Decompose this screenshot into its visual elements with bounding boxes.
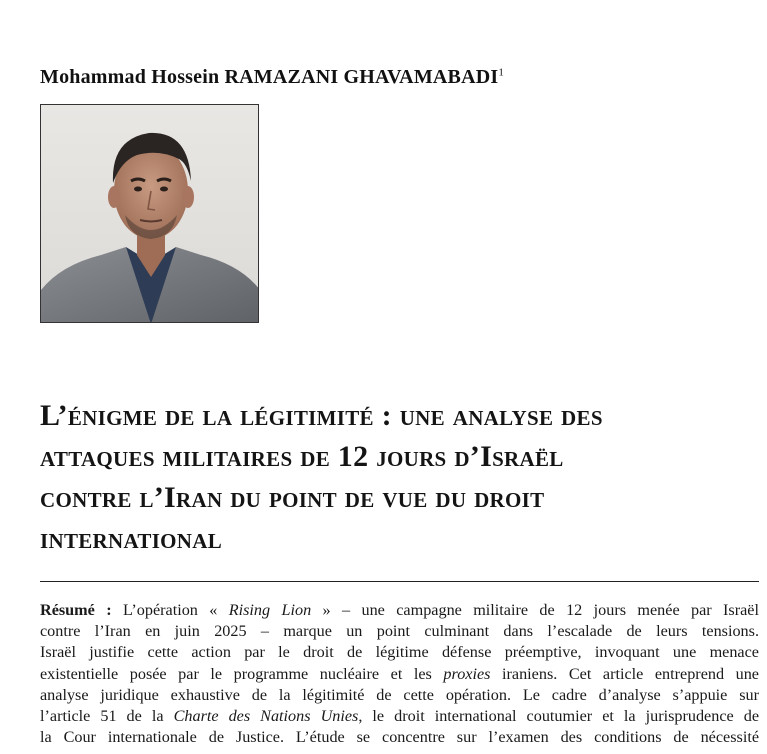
abstract-line: [40, 621, 759, 642]
abstract-italic-text: proxies: [443, 664, 491, 683]
abstract-text: L’opération «: [111, 601, 229, 619]
title-line: contre l’Iran du point de vue du droit: [40, 481, 545, 514]
abstract-line: [40, 600, 759, 621]
abstract-italic-text: Rising Lion: [228, 601, 312, 619]
abstract-text: la Cour internationale de Justice. L’étude se concentre sur l’examen des conditions de nécessité: [40, 728, 759, 747]
article-title: [40, 395, 740, 559]
abstract-line: [40, 727, 759, 748]
author-photo: [40, 104, 259, 323]
abstract-line: [40, 642, 759, 663]
section-divider: [40, 581, 759, 582]
abstract-line: [40, 706, 759, 727]
abstract-text: l’article 51 de la: [40, 707, 174, 726]
abstract-text: , le droit international coutumier et la jurisprudence de: [358, 707, 760, 726]
title-line: international: [40, 522, 223, 555]
abstract-text: existentielle posée par le programme nucléaire et les: [40, 664, 444, 683]
abstract-text: contre l’Iran en juin 2025 – marque un point culminant dans l’escalade de leurs tensions.: [40, 622, 759, 641]
abstract-text: » – une campagne militaire de 12 jours menée par Israël: [311, 601, 759, 619]
author-name-text: Mohammad Hossein RAMAZANI GHAVAMABADI: [40, 66, 499, 88]
abstract-text: analyse juridique exhaustive de la légitimité de cette opération. Le cadre d’analyse s’appuie sur: [40, 685, 759, 704]
author-portrait-image: [41, 105, 259, 323]
abstract-text: iraniens. Cet article entreprend une: [490, 664, 759, 683]
footnote-marker[interactable]: 1: [498, 66, 505, 79]
title-line: L’énigme de la légitimité : une analyse des: [40, 399, 603, 432]
abstract-line: [40, 664, 759, 685]
abstract: [40, 600, 759, 748]
author-name: [40, 66, 504, 89]
abstract-italic-text: Charte des Nations Unies: [173, 707, 359, 726]
abstract-label: Résumé :: [40, 601, 112, 619]
abstract-text: Israël justifie cette action par le droit de légitime défense préemptive, invoquant une menace: [40, 643, 759, 662]
abstract-line: [40, 685, 759, 706]
title-line: attaques militaires de 12 jours d’Israël: [40, 440, 564, 473]
